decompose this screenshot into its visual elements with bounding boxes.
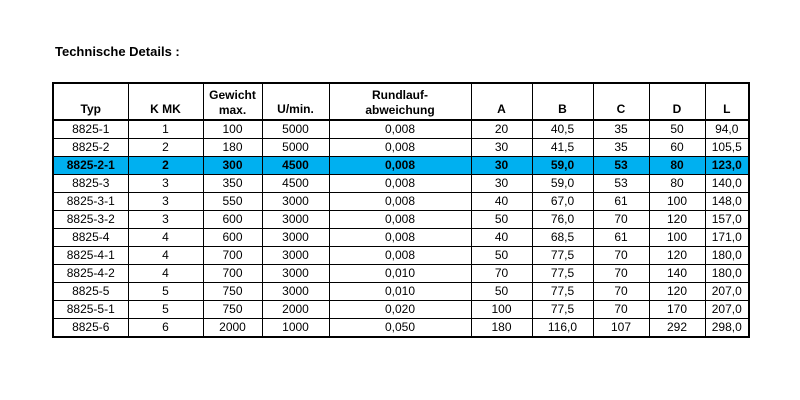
cell-typ: 8825-3-1 xyxy=(53,193,128,211)
cell-c: 35 xyxy=(593,139,649,157)
cell-a: 50 xyxy=(471,247,532,265)
cell-typ: 8825-4 xyxy=(53,229,128,247)
cell-c: 61 xyxy=(593,193,649,211)
header-kmk: K MK xyxy=(128,83,203,120)
header-gewicht xyxy=(203,83,262,120)
table-row xyxy=(53,247,749,265)
table-row xyxy=(53,265,749,283)
table-row xyxy=(53,175,749,193)
cell-a: 20 xyxy=(471,120,532,139)
table-row xyxy=(53,229,749,247)
header-typ: Typ xyxy=(53,83,128,120)
cell-rundlauf: 0,010 xyxy=(329,265,471,283)
cell-b: 76,0 xyxy=(532,211,593,229)
cell-kmk: 3 xyxy=(128,211,203,229)
cell-l: 180,0 xyxy=(705,265,749,283)
cell-c: 70 xyxy=(593,247,649,265)
cell-a: 50 xyxy=(471,211,532,229)
cell-typ: 8825-3-2 xyxy=(53,211,128,229)
cell-gewicht: 750 xyxy=(203,301,262,319)
cell-d: 100 xyxy=(649,193,705,211)
cell-d: 80 xyxy=(649,175,705,193)
cell-c: 53 xyxy=(593,157,649,175)
cell-umin: 2000 xyxy=(262,301,329,319)
cell-kmk: 2 xyxy=(128,139,203,157)
cell-d: 292 xyxy=(649,319,705,338)
cell-rundlauf: 0,020 xyxy=(329,301,471,319)
cell-c: 107 xyxy=(593,319,649,338)
table-row xyxy=(53,157,749,175)
cell-b: 67,0 xyxy=(532,193,593,211)
cell-a: 30 xyxy=(471,157,532,175)
cell-rundlauf: 0,008 xyxy=(329,175,471,193)
cell-kmk: 2 xyxy=(128,157,203,175)
table-row xyxy=(53,319,749,338)
cell-b: 59,0 xyxy=(532,175,593,193)
cell-d: 120 xyxy=(649,211,705,229)
cell-kmk: 6 xyxy=(128,319,203,338)
header-l: L xyxy=(705,83,749,120)
cell-typ: 8825-3 xyxy=(53,175,128,193)
cell-typ: 8825-2 xyxy=(53,139,128,157)
cell-gewicht: 180 xyxy=(203,139,262,157)
cell-gewicht: 700 xyxy=(203,265,262,283)
table-body xyxy=(53,120,749,337)
cell-b: 77,5 xyxy=(532,301,593,319)
table-row xyxy=(53,120,749,139)
header-gewicht-line1: Gewicht xyxy=(209,88,256,102)
header-b: B xyxy=(532,83,593,120)
cell-kmk: 5 xyxy=(128,301,203,319)
cell-a: 40 xyxy=(471,193,532,211)
cell-rundlauf: 0,008 xyxy=(329,120,471,139)
cell-umin: 3000 xyxy=(262,247,329,265)
cell-c: 70 xyxy=(593,211,649,229)
cell-kmk: 3 xyxy=(128,193,203,211)
cell-l: 180,0 xyxy=(705,247,749,265)
cell-gewicht: 100 xyxy=(203,120,262,139)
page-title: Technische Details : xyxy=(55,44,180,59)
cell-kmk: 5 xyxy=(128,283,203,301)
cell-d: 50 xyxy=(649,120,705,139)
table-header-row xyxy=(53,83,749,120)
header-rundlauf-line1: Rundlauf- xyxy=(372,88,428,102)
cell-umin: 3000 xyxy=(262,283,329,301)
cell-d: 120 xyxy=(649,247,705,265)
cell-a: 50 xyxy=(471,283,532,301)
table-row xyxy=(53,193,749,211)
cell-kmk: 4 xyxy=(128,247,203,265)
header-d: D xyxy=(649,83,705,120)
cell-l: 123,0 xyxy=(705,157,749,175)
cell-gewicht: 550 xyxy=(203,193,262,211)
cell-a: 40 xyxy=(471,229,532,247)
table-row xyxy=(53,283,749,301)
cell-kmk: 3 xyxy=(128,175,203,193)
cell-d: 100 xyxy=(649,229,705,247)
cell-kmk: 4 xyxy=(128,229,203,247)
cell-b: 116,0 xyxy=(532,319,593,338)
cell-b: 77,5 xyxy=(532,283,593,301)
cell-l: 148,0 xyxy=(705,193,749,211)
cell-l: 298,0 xyxy=(705,319,749,338)
cell-typ: 8825-4-1 xyxy=(53,247,128,265)
header-rundlauf-line2: abweichung xyxy=(365,103,435,117)
cell-umin: 3000 xyxy=(262,211,329,229)
cell-a: 30 xyxy=(471,139,532,157)
cell-a: 100 xyxy=(471,301,532,319)
cell-gewicht: 2000 xyxy=(203,319,262,338)
cell-b: 41,5 xyxy=(532,139,593,157)
cell-gewicht: 300 xyxy=(203,157,262,175)
cell-typ: 8825-5-1 xyxy=(53,301,128,319)
cell-gewicht: 600 xyxy=(203,211,262,229)
cell-rundlauf: 0,008 xyxy=(329,247,471,265)
cell-umin: 4500 xyxy=(262,157,329,175)
cell-l: 171,0 xyxy=(705,229,749,247)
cell-l: 105,5 xyxy=(705,139,749,157)
cell-gewicht: 600 xyxy=(203,229,262,247)
cell-rundlauf: 0,008 xyxy=(329,211,471,229)
cell-gewicht: 350 xyxy=(203,175,262,193)
cell-rundlauf: 0,008 xyxy=(329,139,471,157)
cell-typ: 8825-2-1 xyxy=(53,157,128,175)
cell-a: 70 xyxy=(471,265,532,283)
cell-c: 70 xyxy=(593,265,649,283)
cell-kmk: 4 xyxy=(128,265,203,283)
cell-umin: 3000 xyxy=(262,265,329,283)
cell-umin: 5000 xyxy=(262,120,329,139)
cell-rundlauf: 0,008 xyxy=(329,229,471,247)
cell-l: 207,0 xyxy=(705,283,749,301)
cell-d: 60 xyxy=(649,139,705,157)
header-umin: U/min. xyxy=(262,83,329,120)
table-row xyxy=(53,301,749,319)
cell-d: 170 xyxy=(649,301,705,319)
cell-d: 140 xyxy=(649,265,705,283)
technical-details-table xyxy=(52,82,750,338)
cell-umin: 5000 xyxy=(262,139,329,157)
cell-l: 157,0 xyxy=(705,211,749,229)
cell-kmk: 1 xyxy=(128,120,203,139)
cell-d: 120 xyxy=(649,283,705,301)
header-c: C xyxy=(593,83,649,120)
cell-typ: 8825-5 xyxy=(53,283,128,301)
header-rundlauf xyxy=(329,83,471,120)
cell-b: 77,5 xyxy=(532,265,593,283)
cell-typ: 8825-6 xyxy=(53,319,128,338)
cell-b: 59,0 xyxy=(532,157,593,175)
cell-a: 180 xyxy=(471,319,532,338)
cell-c: 53 xyxy=(593,175,649,193)
cell-umin: 3000 xyxy=(262,229,329,247)
cell-umin: 1000 xyxy=(262,319,329,338)
cell-rundlauf: 0,010 xyxy=(329,283,471,301)
cell-b: 77,5 xyxy=(532,247,593,265)
cell-c: 61 xyxy=(593,229,649,247)
header-a: A xyxy=(471,83,532,120)
cell-umin: 4500 xyxy=(262,175,329,193)
cell-gewicht: 700 xyxy=(203,247,262,265)
cell-rundlauf: 0,008 xyxy=(329,193,471,211)
cell-gewicht: 750 xyxy=(203,283,262,301)
cell-b: 68,5 xyxy=(532,229,593,247)
header-gewicht-line2: max. xyxy=(218,103,247,117)
cell-c: 70 xyxy=(593,301,649,319)
table-row xyxy=(53,211,749,229)
cell-c: 70 xyxy=(593,283,649,301)
cell-umin: 3000 xyxy=(262,193,329,211)
cell-rundlauf: 0,008 xyxy=(329,157,471,175)
cell-l: 140,0 xyxy=(705,175,749,193)
cell-c: 35 xyxy=(593,120,649,139)
cell-d: 80 xyxy=(649,157,705,175)
cell-typ: 8825-4-2 xyxy=(53,265,128,283)
cell-rundlauf: 0,050 xyxy=(329,319,471,338)
cell-l: 207,0 xyxy=(705,301,749,319)
cell-b: 40,5 xyxy=(532,120,593,139)
cell-typ: 8825-1 xyxy=(53,120,128,139)
cell-a: 30 xyxy=(471,175,532,193)
table-row xyxy=(53,139,749,157)
cell-l: 94,0 xyxy=(705,120,749,139)
